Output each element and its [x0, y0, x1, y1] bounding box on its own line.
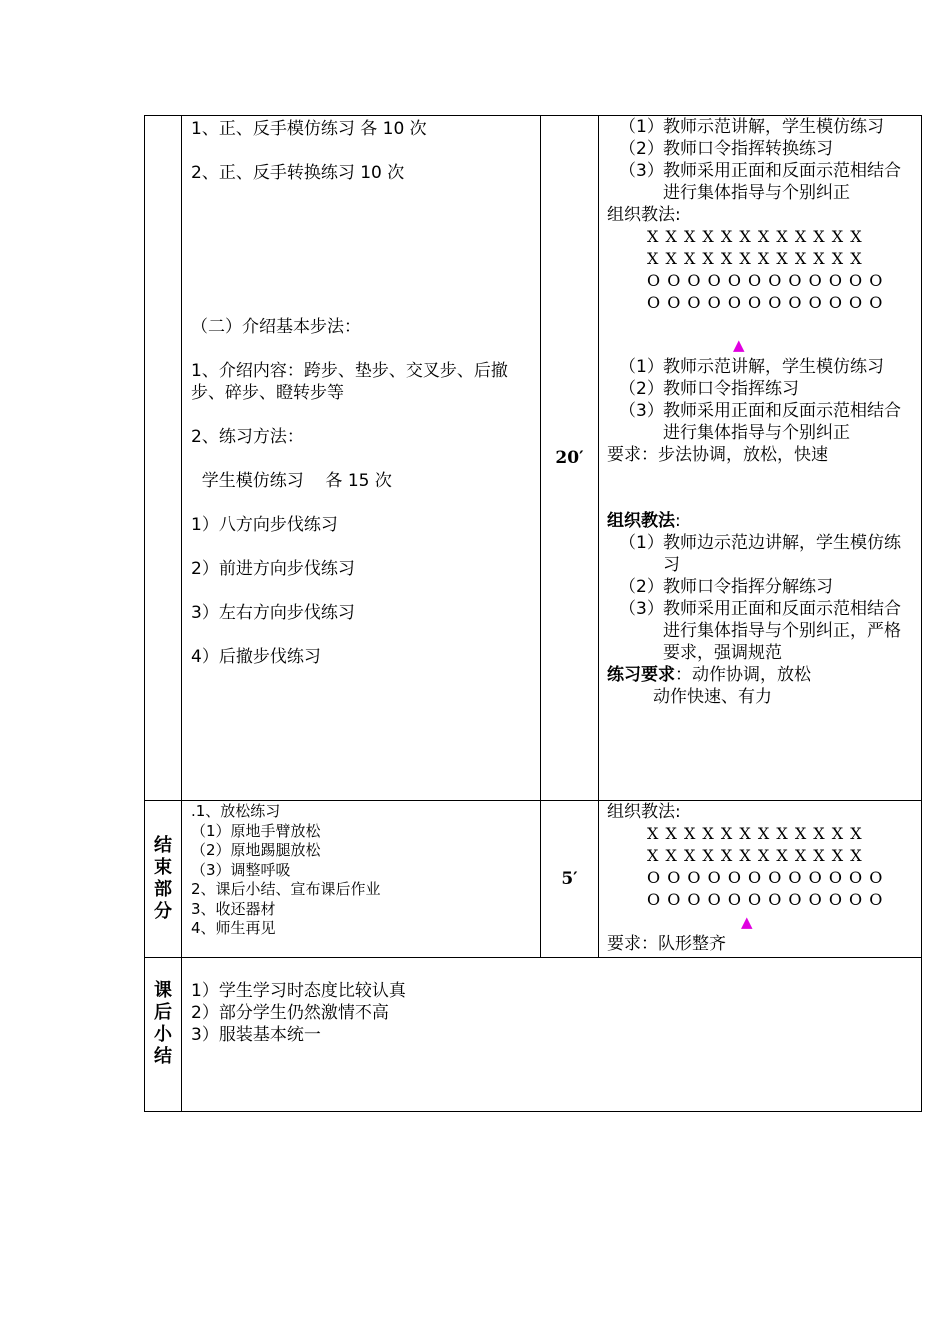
main-part-row — [145, 116, 922, 801]
summary-line: 1）学生学习时态度比较认真 — [191, 981, 406, 1001]
org-item: （1） 教师示范讲解，学生模仿练习 — [619, 357, 884, 377]
formation-grid — [607, 226, 915, 314]
formation-row: X X X X X X X X X X X X — [647, 824, 863, 843]
teacher-triangle-icon: ▲ — [741, 913, 753, 931]
org-item: （2） 教师口令指挥练习 — [619, 379, 799, 399]
content-cell — [182, 801, 541, 958]
teacher-triangle-icon: ▲ — [733, 336, 745, 354]
content-line: （2）原地踢腿放松 — [191, 841, 321, 859]
formation-row: O O O O O O O O O O O O — [647, 293, 884, 312]
content-line: 1）八方向步伐练习 — [191, 515, 338, 535]
content-line: （3）调整呼吸 — [191, 860, 291, 879]
content-line: .1、放松练习 — [191, 802, 281, 820]
formation-row: X X X X X X X X X X X X — [647, 249, 863, 268]
content-line: 1、介绍内容：跨步、垫步、交叉步、后撤步、碎步、瞪转步等 — [191, 361, 508, 403]
formation-row: X X X X X X X X X X X X — [647, 227, 863, 246]
organization-cell — [599, 801, 922, 958]
subsection-title: （二）介绍基本步法： — [191, 317, 361, 337]
time-cell: 5′ — [541, 801, 599, 958]
org-label: 组织教法: — [607, 802, 681, 822]
org-item: （3） 教师采用正面和反面示范相结合进行集体指导与个别纠正 — [619, 161, 901, 203]
org-item: （2） 教师口令指挥分解练习 — [619, 577, 833, 597]
org-label: 组织教法: — [607, 205, 681, 225]
practice-requirement-line2: 动作快速、有力 — [653, 687, 772, 707]
requirement: 要求：步法协调，放松，快速 — [607, 445, 828, 465]
content-line: 2）前进方向步伐练习 — [191, 559, 355, 579]
formation-row: X X X X X X X X X X X X — [647, 846, 863, 865]
content-line: 4）后撤步伐练习 — [191, 647, 321, 667]
summary-line: 3）服装基本统一 — [191, 1025, 321, 1045]
formation-row: O O O O O O O O O O O O — [647, 271, 884, 290]
org-item: （3） 教师采用正面和反面示范相结合进行集体指导与个别纠正，严格要求，强调规范 — [619, 599, 901, 663]
content-cell — [182, 116, 541, 801]
lesson-plan-table — [144, 115, 922, 1112]
practice-requirement: 练习要求：动作协调，放松 — [607, 665, 811, 685]
content-line: 1、正、反手模仿练习 各 10 次 — [191, 119, 427, 139]
content-line: 2、正、反手转换练习 10 次 — [191, 163, 405, 183]
section-name-cell — [145, 116, 182, 801]
organization-cell — [599, 116, 922, 801]
formation-grid — [607, 823, 915, 911]
formation-row: O O O O O O O O O O O O — [647, 890, 884, 909]
org-label: 组织教法: — [607, 511, 681, 531]
org-item: （1） 教师边示范边讲解，学生模仿练习 — [619, 533, 901, 575]
content-line: 4、师生再见 — [191, 919, 276, 937]
summary-row — [145, 958, 922, 1112]
summary-cell — [182, 958, 922, 1112]
content-line: 2、课后小结、宣布课后作业 — [191, 880, 381, 898]
content-line: 2、练习方法： — [191, 427, 304, 447]
formation-row: O O O O O O O O O O O O — [647, 868, 884, 887]
content-line: 学生模仿练习 各 15 次 — [191, 471, 392, 491]
time-cell: 20′ — [541, 116, 599, 801]
content-line: 3）左右方向步伐练习 — [191, 603, 355, 623]
org-item: （2） 教师口令指挥转换练习 — [619, 139, 833, 159]
section-name-cell: 结 束 部 分 — [145, 801, 182, 958]
org-item: （1） 教师示范讲解，学生模仿练习 — [619, 117, 884, 137]
requirement: 要求：队形整齐 — [607, 934, 726, 954]
content-line: （1）原地手臂放松 — [191, 821, 321, 840]
org-item: （3） 教师采用正面和反面示范相结合进行集体指导与个别纠正 — [619, 401, 901, 443]
summary-line: 2）部分学生仍然激情不高 — [191, 1003, 389, 1023]
content-line: 3、收还器材 — [191, 899, 276, 918]
ending-part-row — [145, 801, 922, 958]
section-name-cell: 课 后 小 结 — [145, 958, 182, 1112]
